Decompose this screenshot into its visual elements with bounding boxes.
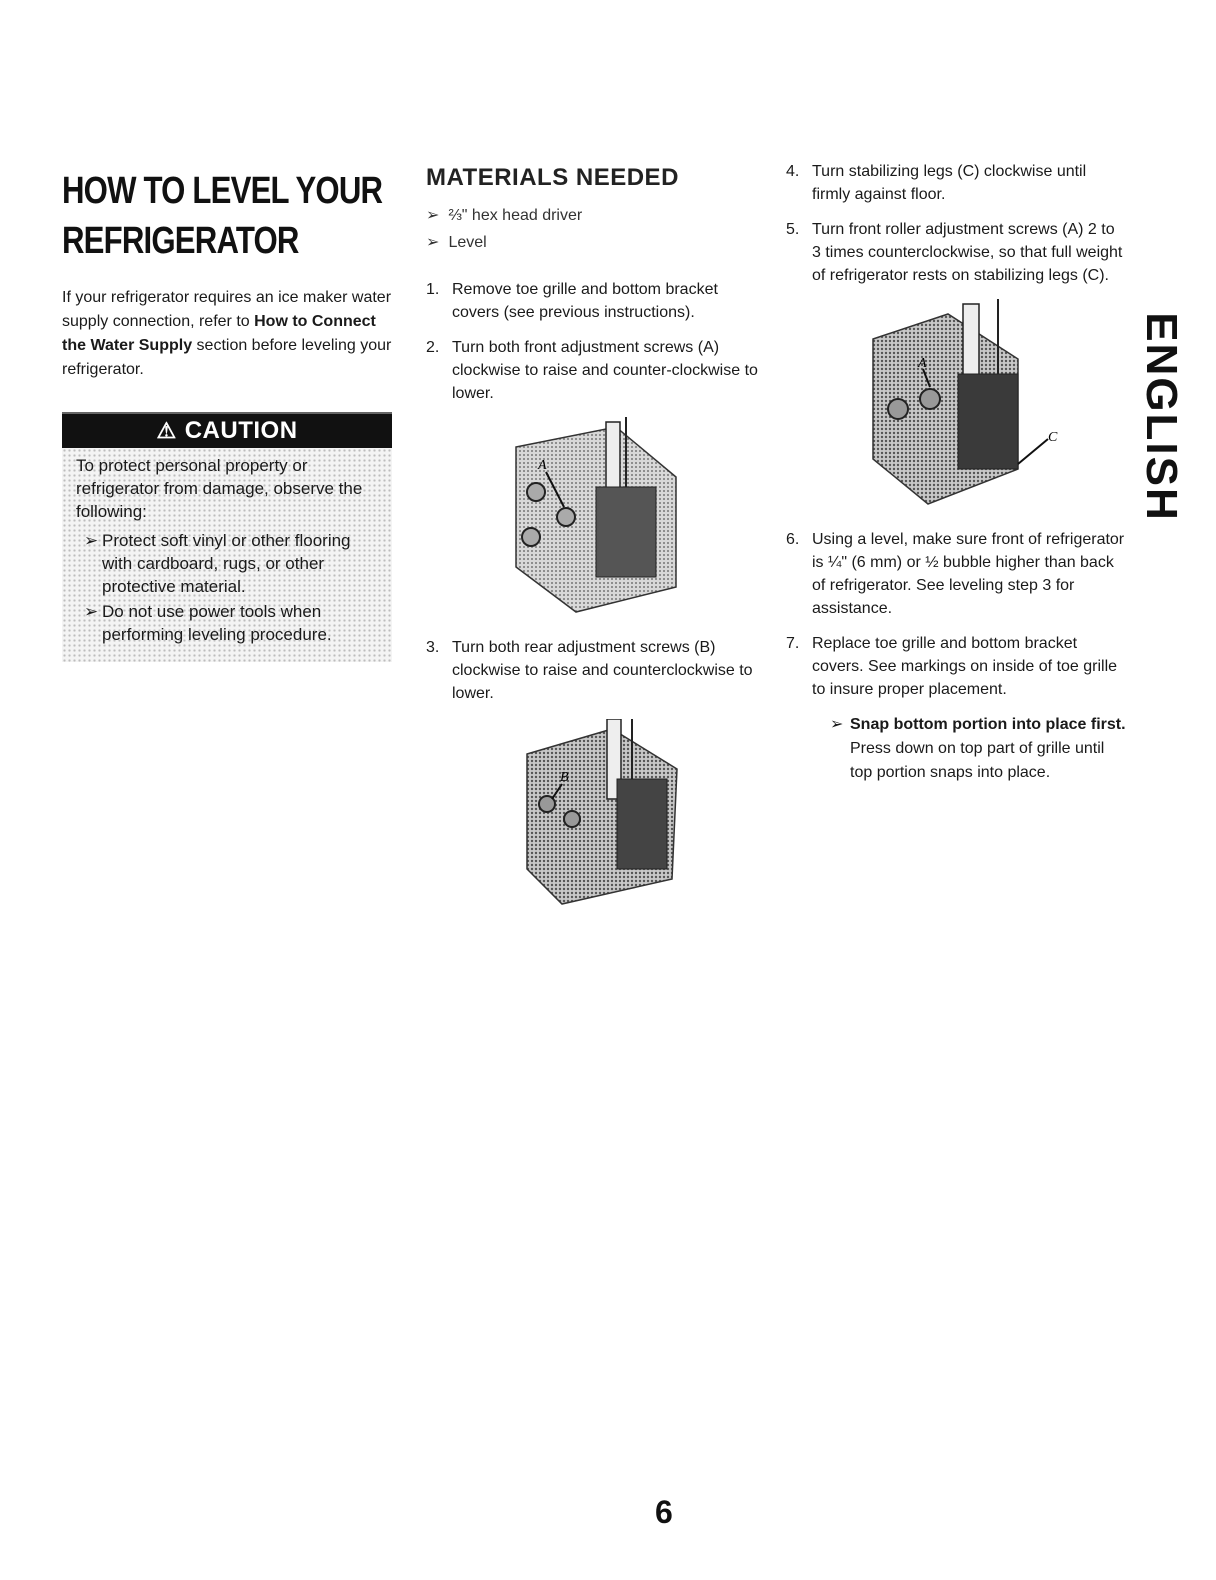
caution-item: [76, 529, 382, 598]
label-a: A: [538, 458, 547, 473]
figure-front-screws: [506, 417, 761, 622]
caution-label: CAUTION: [184, 417, 298, 444]
arrow-bullet-icon: ➢: [830, 716, 844, 733]
page-title: [62, 166, 390, 266]
materials-list: [426, 202, 761, 256]
arrow-bullet-icon: ➢: [426, 207, 440, 224]
label-b: B: [560, 770, 569, 785]
label-a: A: [918, 356, 927, 371]
caution-box: [62, 412, 392, 662]
figure-rear-screws: [522, 719, 761, 914]
material-item: [426, 202, 761, 229]
arrow-bullet-icon: ➢: [84, 531, 99, 550]
figure-stabilizing-legs: [868, 299, 1126, 514]
step-7: 7. Replace toe grille and bottom bracket covers. See markings on inside of toe grille to insure proper placement.: [786, 635, 1118, 698]
page-number: 6: [655, 1494, 673, 1530]
caution-header: [62, 412, 392, 448]
middle-column: [426, 160, 761, 928]
arrow-bullet-icon: ➢: [84, 602, 99, 621]
leveling-diagram-c-icon: [868, 299, 1068, 509]
step-5: 5. Turn front roller adjustment screws (A) 2 to 3 times counterclockwise, so that full weight of refrigerator rests on stabilizing legs (C).: [786, 221, 1123, 284]
step-3: 3. Turn both rear adjustment screws (B) clockwise to raise and counterclockwise to lower.: [426, 639, 753, 702]
sub-step-bold: Snap bottom portion into place first.: [850, 716, 1126, 733]
title-line-2: REFRIGERATOR: [62, 220, 299, 262]
leveling-diagram-b-icon: [522, 719, 682, 909]
language-tab: [1136, 312, 1186, 522]
material-item-text: ⅔" hex head driver: [448, 207, 583, 224]
caution-item: [76, 600, 382, 646]
title-line-1: HOW TO LEVEL YOUR: [62, 170, 383, 212]
step-2: 2. Turn both front adjustment screws (A) clockwise to raise and counter-clockwise to lower.: [426, 339, 758, 402]
caution-body: [62, 448, 392, 662]
left-column: [62, 160, 392, 662]
leveling-diagram-a-icon: [506, 417, 686, 617]
sub-step-text: Press down on top part of grille until top portion snaps into place.: [850, 740, 1105, 781]
intro-post: section before leveling your refrigerator.: [62, 337, 392, 378]
label-c: C: [1048, 430, 1058, 445]
intro-paragraph: [62, 286, 392, 382]
step-6: 6. Using a level, make sure front of refrigerator is ¼" (6 mm) or ½ bubble higher than back of refrigerator. See leveling step 3 for assistance.: [786, 531, 1125, 617]
materials-title: MATERIALS NEEDED: [426, 164, 679, 191]
material-item-text: Level: [448, 234, 487, 251]
step-4: 4. Turn stabilizing legs (C) clockwise until firmly against floor.: [786, 163, 1087, 203]
warning-triangle-icon: ⚠: [156, 418, 177, 443]
caution-intro: To protect personal property or refrigerator from damage, observe the following:: [76, 456, 363, 521]
intro-pre: If your refrigerator requires an ice maker water supply connection, refer to: [62, 289, 392, 330]
step-1: 1. Remove toe grille and bottom bracket covers (see previous instructions).: [426, 281, 718, 321]
caution-item-text: Protect soft vinyl or other flooring with cardboard, rugs, or other protective material.: [102, 531, 351, 596]
material-item: [426, 229, 761, 256]
caution-item-text: Do not use power tools when performing leveling procedure.: [102, 602, 332, 644]
arrow-bullet-icon: ➢: [426, 234, 440, 251]
intro-link-text: How to Connect the Water Supply: [62, 313, 376, 354]
language-tab-label: ENGLISH: [1137, 312, 1187, 522]
right-column: [786, 160, 1126, 785]
sub-step-snap: [830, 713, 1126, 785]
